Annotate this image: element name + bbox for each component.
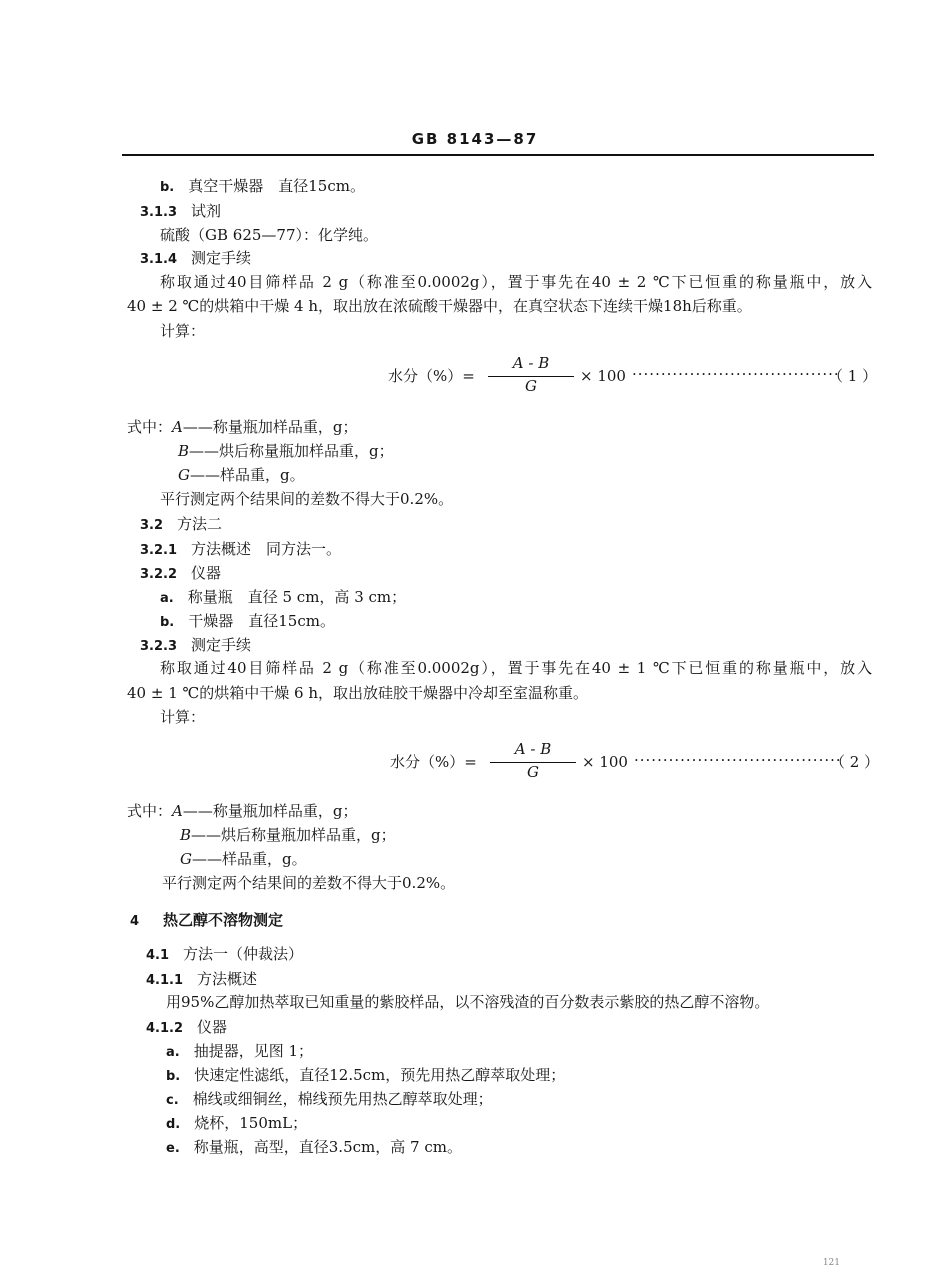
- section-4-1-heading: [146, 944, 303, 966]
- section-number: 3.2: [140, 518, 164, 533]
- item-text: 棉线或细铜丝，棉线预先用热乙醇萃取处理；: [192, 1090, 493, 1108]
- section-4-heading: [130, 910, 283, 932]
- item-b-vacuum-desiccator: [160, 176, 365, 198]
- section-title: 方法一（仲裁法）: [183, 945, 304, 963]
- apparatus-item-a: [166, 1041, 313, 1063]
- page-number: 121: [822, 1258, 840, 1268]
- section-title: 方法概述: [197, 970, 258, 988]
- apparatus-item-c: [166, 1089, 493, 1111]
- section-4-1-1-text: 用95%乙醇加热萃取已知重量的紫胶样品，以不溶残渣的百分数表示紫胶的热乙醇不溶物。: [166, 993, 770, 1011]
- formula-2-equation-number: （ 2 ）: [830, 753, 880, 771]
- reagent-text: 硫酸（GB 625—77）：化学纯。: [160, 226, 378, 244]
- section-4-1-2-heading: [146, 1017, 227, 1039]
- standard-code-header: GB 8143—87: [411, 130, 539, 148]
- where-1-b: [178, 441, 394, 461]
- variable-a-desc: ——称量瓶加样品重，g；: [182, 418, 358, 436]
- where-intro: 式中：: [127, 418, 173, 436]
- section-number: 3.2.3: [140, 639, 178, 654]
- parallel-requirement-2: 平行测定两个结果间的差数不得大于0.2%。: [162, 874, 456, 892]
- formula-2-denominator: G: [527, 763, 539, 781]
- item-label: b.: [166, 1069, 181, 1084]
- section-4-1-1-heading: [146, 969, 257, 991]
- section-title: 仪器: [191, 564, 222, 582]
- apparatus-item-d: [166, 1113, 307, 1135]
- section-number: 4.1: [146, 948, 170, 963]
- section-number: 3.1.3: [140, 205, 178, 220]
- where-1-a: [127, 417, 357, 437]
- item-text: 快速定性滤纸，直径12.5cm，预先用热乙醇萃取处理；: [194, 1066, 566, 1084]
- parallel-requirement-1: 平行测定两个结果间的差数不得大于0.2%。: [160, 490, 454, 508]
- section-title: 测定手续: [191, 636, 252, 654]
- variable-g-desc: ——样品重，g。: [189, 466, 305, 484]
- formula-1-denominator: G: [525, 377, 537, 395]
- formula-2-numerator: A - B: [514, 740, 552, 758]
- where-2-b: [180, 825, 396, 845]
- item-text: 称量瓶，高型，直径3.5cm，高 7 cm。: [193, 1138, 462, 1156]
- apparatus-item-e: [166, 1137, 462, 1159]
- section-number: 4: [130, 914, 140, 929]
- formula-2-leader-dots: ····································: [634, 751, 842, 769]
- formula-2-times: × 100: [582, 753, 628, 771]
- section-number: 3.2.1: [140, 543, 178, 558]
- procedure-2-line-2: 40 ± 1 ℃的烘箱中干燥 6 h，取出放硅胶干燥器中冷却至室温称重。: [127, 684, 589, 702]
- item-label: a.: [160, 591, 174, 606]
- item-label: c.: [166, 1093, 179, 1108]
- section-title: 测定手续: [191, 249, 252, 267]
- item-text: 称量瓶 直径 5 cm，高 3 cm；: [187, 588, 407, 606]
- variable-b-desc: ——烘后称量瓶加样品重，g；: [191, 826, 396, 844]
- variable-a: A: [172, 418, 183, 436]
- formula-2-lhs: 水分（%）=: [390, 753, 477, 771]
- variable-b: B: [178, 442, 190, 460]
- section-3-2-1: [140, 539, 341, 561]
- procedure-2-line-1: 称取通过40目筛样品 2 g（称准至0.0002g），置于事先在40 ± 1 ℃下已恒重的称量瓶中，放入: [160, 659, 872, 677]
- item-label: e.: [166, 1141, 180, 1156]
- item-label: b.: [160, 615, 175, 630]
- header-rule: [122, 154, 874, 156]
- variable-g: G: [180, 850, 192, 868]
- where-2-a: [127, 801, 357, 821]
- variable-b-desc: ——烘后称量瓶加样品重，g；: [189, 442, 394, 460]
- item-text: 干燥器 直径15cm。: [188, 612, 335, 630]
- item-label: b.: [160, 180, 175, 195]
- section-3-2-heading: [140, 514, 222, 536]
- section-3-1-4-heading: [140, 248, 251, 270]
- section-title: 热乙醇不溶物测定: [163, 911, 284, 929]
- where-2-g: [180, 849, 307, 869]
- section-3-1-3-heading: [140, 201, 221, 223]
- variable-a: A: [172, 802, 183, 820]
- item-a-weighing-bottle: [160, 587, 406, 609]
- formula-1-leader-dots: ····································: [632, 365, 840, 383]
- section-title: 方法二: [177, 515, 223, 533]
- item-text: 烧杯，150mL；: [194, 1114, 308, 1132]
- where-intro: 式中：: [127, 802, 173, 820]
- section-number: 4.1.2: [146, 1021, 184, 1036]
- section-title: 仪器: [197, 1018, 228, 1036]
- calculation-label-2: 计算：: [160, 708, 206, 726]
- variable-g: G: [178, 466, 190, 484]
- formula-1-numerator: A - B: [512, 354, 550, 372]
- item-label: d.: [166, 1117, 181, 1132]
- where-1-g: [178, 465, 305, 485]
- section-3-2-3-heading: [140, 635, 251, 657]
- calculation-label: 计算：: [160, 322, 206, 340]
- variable-a-desc: ——称量瓶加样品重，g；: [182, 802, 358, 820]
- section-number: 3.1.4: [140, 252, 178, 267]
- procedure-line-1: 称取通过40目筛样品 2 g（称准至0.0002g），置于事先在40 ± 2 ℃下已恒重的称量瓶中，放入: [160, 273, 872, 291]
- formula-1-lhs: 水分（%）=: [388, 367, 475, 385]
- formula-1-times: × 100: [580, 367, 626, 385]
- item-text: 真空干燥器 直径15cm。: [188, 177, 365, 195]
- procedure-line-2: 40 ± 2 ℃的烘箱中干燥 4 h，取出放在浓硫酸干燥器中，在真空状态下连续干燥18h后称重。: [127, 297, 752, 315]
- section-3-2-2-heading: [140, 563, 221, 585]
- item-text: 抽提器，见图 1；: [193, 1042, 314, 1060]
- formula-1-equation-number: （ 1 ）: [828, 367, 878, 385]
- section-number: 3.2.2: [140, 567, 178, 582]
- item-b-desiccator: [160, 611, 335, 633]
- section-number: 4.1.1: [146, 973, 184, 988]
- item-label: a.: [166, 1045, 180, 1060]
- apparatus-item-b: [166, 1065, 565, 1087]
- variable-g-desc: ——样品重，g。: [191, 850, 307, 868]
- section-text: 方法概述 同方法一。: [191, 540, 342, 558]
- section-title: 试剂: [191, 202, 222, 220]
- variable-b: B: [180, 826, 192, 844]
